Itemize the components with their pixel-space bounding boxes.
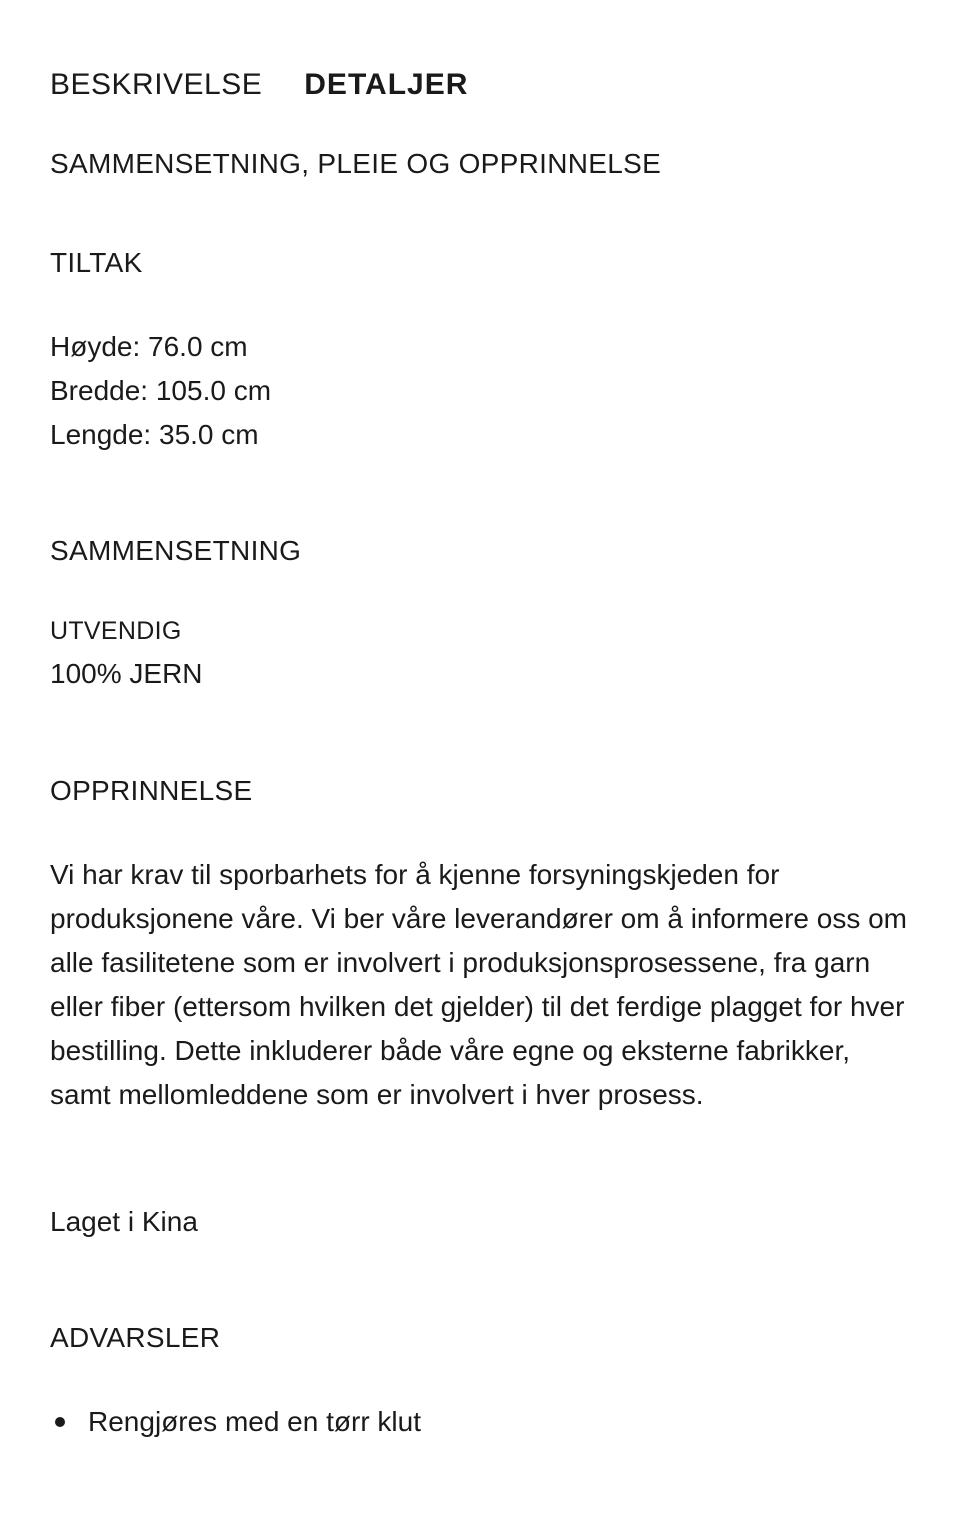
- warnings-list: [50, 1400, 421, 1444]
- made-in-text: Laget i Kina: [50, 1206, 198, 1237]
- tab-detaljer[interactable]: DETALJER: [304, 68, 469, 101]
- bullet-icon: [55, 1417, 65, 1427]
- detail-tabs: [50, 68, 468, 102]
- warnings-heading: ADVARSLER: [50, 1322, 221, 1353]
- origin-heading: OPPRINNELSE: [50, 775, 253, 806]
- measurement-length: Lengde: 35.0 cm: [50, 419, 259, 450]
- composition-material: 100% JERN: [50, 658, 203, 689]
- origin-description: Vi har krav til sporbarhets for å kjenne forsyningskjeden for produksjonene våre. Vi ber våre leverandører om å informere oss om alle fasilitetene som er involvert i produksjonsprosessene, fra garn eller fiber (ettersom hvilken det gjelder) til det ferdige plagget for hver bestilling. Dette inkluderer både våre egne og eksterne fabrikker, samt mellomleddene som er involvert i hver prosess.: [50, 859, 907, 1110]
- list-item: [50, 1400, 421, 1444]
- tab-beskrivelse[interactable]: BESKRIVELSE: [50, 68, 263, 101]
- measurement-width: Bredde: 105.0 cm: [50, 375, 272, 406]
- measurement-height: Høyde: 76.0 cm: [50, 331, 248, 362]
- composition-heading: SAMMENSETNING: [50, 535, 302, 566]
- section-title: SAMMENSETNING, PLEIE OG OPPRINNELSE: [50, 148, 662, 179]
- composition-part-label: UTVENDIG: [50, 617, 182, 645]
- measurements-heading: TILTAK: [50, 247, 143, 278]
- warning-text: Rengjøres med en tørr klut: [88, 1406, 421, 1437]
